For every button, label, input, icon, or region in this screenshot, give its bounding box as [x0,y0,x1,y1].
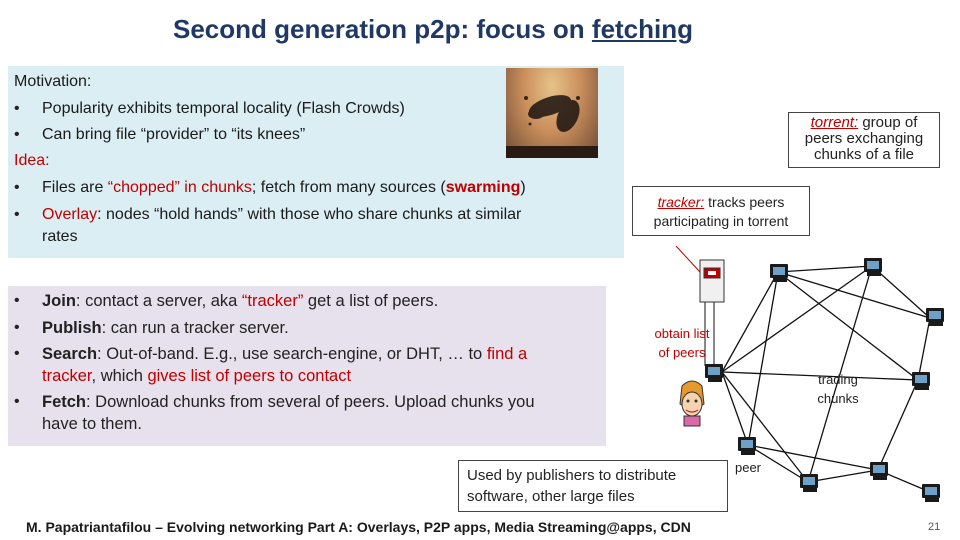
server-icon [700,260,724,302]
search-highlight: tracker [42,367,92,385]
search-text: : Out-of-band. E.g., use search-engine, or DHT, … to [97,345,487,363]
motivation-heading: Motivation: [14,73,92,90]
join-text: : contact a server, aka [75,292,242,310]
torrent-callout [788,112,940,168]
fetch-keyword: Fetch [42,393,87,411]
computer-icon [770,264,788,282]
search-keyword: Search [42,345,98,363]
motivation-point-1: Popularity exhibits temporal locality (Flash Crowds) [42,100,405,117]
tracker-pointer [676,246,700,272]
title-text: Second generation p2p: focus on [172,14,592,44]
obtain-line-2: of peers [658,345,706,360]
fetch-text: : Download chunks from several of peers. Upload chunks you [86,393,535,411]
footer-text: M. Papatriantafilou – Evolving networking Part A: Overlays, P2P apps, Media Streaming@apps, CDN [26,519,691,535]
torrent-term: torrent: [810,114,859,131]
bullet-dot: • [14,179,20,196]
tracker-term: tracker: [657,194,705,210]
computer-icon [864,258,882,276]
bullet-dot: • [14,292,20,309]
computer-icon [738,437,756,455]
bullet-dot: • [14,393,20,410]
motivation-point-2: Can bring file “provider” to “its knees” [42,126,306,143]
trading-line-1: trading [818,372,858,387]
search-highlight: gives list of peers to contact [147,367,352,385]
torrent-line-3: chunks of a file [813,146,915,163]
idea-text: ) [520,179,526,196]
idea-text: ; fetch from many sources ( [251,179,446,196]
publishers-line-2: software, other large files [467,488,635,505]
idea-highlight: “chopped” in chunks [107,179,252,196]
bullet-dot: • [14,100,20,117]
idea-heading: Idea: [14,152,50,169]
computer-icon [800,474,818,492]
torrent-text: group of [858,114,918,131]
trading-line-2: chunks [817,391,859,406]
title-underlined: fetching [591,14,694,44]
slide-number: 21 [928,521,941,533]
computer-icon [922,484,940,502]
idea-highlight: Overlay [42,206,98,223]
tracker-callout [632,186,810,236]
torrent-line-2: peers exchanging [804,130,924,147]
bullet-dot: • [14,319,20,336]
search-text: , which [91,367,148,385]
search-highlight: find a [486,345,528,363]
publishers-line-1: Used by publishers to distribute [467,467,677,484]
idea-highlight: swarming [445,179,521,196]
idea-point-2-cont: rates [42,228,78,245]
idea-text: : nodes “hold hands” with those who share chunks at similar [97,206,522,223]
bullet-dot: • [14,345,20,362]
bullet-dot: • [14,206,20,223]
computer-icon [705,364,723,382]
bullet-dot: • [14,126,20,143]
computer-icon [870,462,888,480]
tracker-text: tracks peers [704,194,785,210]
obtain-list-label [642,324,722,362]
publish-keyword: Publish [42,319,102,337]
fetch-item-cont: have to them. [42,415,142,433]
tracker-line-1 [633,193,809,212]
torrent-line-1 [789,115,939,131]
publish-text: : can run a tracker server. [101,319,289,337]
join-keyword: Join [42,292,76,310]
publishers-box [458,460,728,512]
trading-chunks-label [800,370,876,408]
peer-label: peer [734,460,762,475]
tracker-line-2: participating in torrent [653,213,789,229]
obtain-line-1: obtain list [654,326,710,341]
person-icon [680,381,704,426]
join-text: get a list of peers. [303,292,439,310]
idea-text: Files are [42,179,108,196]
tracker-term: “tracker” [241,292,304,310]
